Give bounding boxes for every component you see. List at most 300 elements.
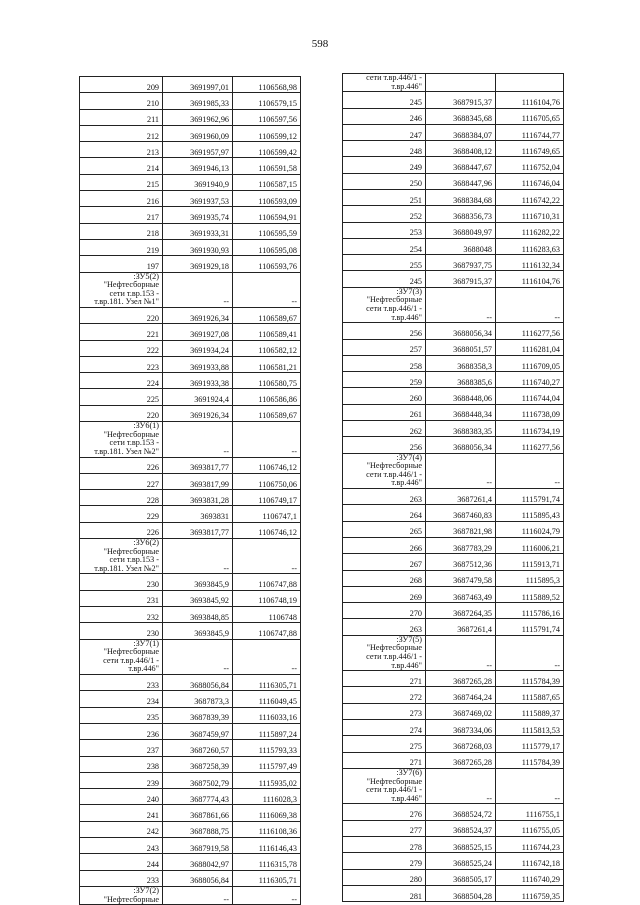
table-row [80, 740, 301, 756]
point-number-cell: 216 [80, 191, 163, 207]
x-coordinate-cell: 3687915,37 [426, 92, 496, 108]
point-number-cell: 278 [343, 836, 426, 852]
point-number-cell: 233 [80, 675, 163, 691]
x-coordinate-cell: 3691940,9 [163, 174, 233, 190]
table-row [80, 174, 301, 190]
section-label-cell: :ЗУ7(5) "Нефтесборные сети т.вр.446/1 - т.вр.446" [343, 635, 426, 670]
x-coordinate-cell: 3691960,09 [163, 125, 233, 141]
table-row [343, 238, 564, 254]
y-coordinate-cell: 1116146,43 [233, 838, 301, 854]
x-coordinate-cell: 3693817,99 [163, 473, 233, 489]
point-number-cell: 269 [343, 586, 426, 602]
table-row [80, 506, 301, 522]
point-number-cell: 215 [80, 174, 163, 190]
x-coordinate-cell: 3691929,18 [163, 256, 233, 272]
y-coordinate-cell: 1106591,58 [233, 158, 301, 174]
point-number-cell: 218 [80, 223, 163, 239]
y-coordinate-cell: -- [496, 635, 564, 670]
table-row [80, 805, 301, 821]
table-row [80, 207, 301, 223]
y-coordinate-cell: 1116305,71 [233, 870, 301, 886]
x-coordinate-cell: 3688524,72 [426, 804, 496, 820]
x-coordinate-cell: 3687260,57 [163, 740, 233, 756]
page-number: 598 [311, 38, 329, 50]
table-row [80, 457, 301, 473]
point-number-cell: 245 [343, 92, 426, 108]
x-coordinate-cell: -- [163, 539, 233, 574]
x-coordinate-cell: 3688056,34 [426, 323, 496, 339]
table-row [343, 339, 564, 355]
x-coordinate-cell: 3688345,68 [426, 108, 496, 124]
x-coordinate-cell: 3687464,24 [426, 687, 496, 703]
point-number-cell: 217 [80, 207, 163, 223]
y-coordinate-cell: 1115791,74 [496, 619, 564, 635]
table-row [343, 141, 564, 157]
y-coordinate-cell: 1106589,67 [233, 308, 301, 324]
y-coordinate-cell: 1116752,04 [496, 157, 564, 173]
table-row [343, 752, 564, 768]
y-coordinate-cell: 1106587,15 [233, 174, 301, 190]
point-number-cell: 274 [343, 720, 426, 736]
y-coordinate-cell: 1116744,23 [496, 836, 564, 852]
x-coordinate-cell: 3688056,84 [163, 675, 233, 691]
table-row [343, 124, 564, 140]
y-coordinate-cell: 1106593,09 [233, 191, 301, 207]
x-coordinate-cell: 3687261,4 [426, 619, 496, 635]
x-coordinate-cell [426, 74, 496, 92]
section-label-cell: :ЗУ7(2) "Нефтесборные [80, 886, 163, 904]
table-row [343, 173, 564, 189]
y-coordinate-cell: 1116740,29 [496, 869, 564, 885]
y-coordinate-cell: 1116738,09 [496, 404, 564, 420]
table-section-row [80, 639, 301, 674]
point-number-cell: 210 [80, 93, 163, 109]
x-coordinate-cell: 3687258,39 [163, 756, 233, 772]
point-number-cell: 244 [80, 854, 163, 870]
y-coordinate-cell: 1106747,88 [233, 623, 301, 639]
point-number-cell: 249 [343, 157, 426, 173]
y-coordinate-cell: 1115791,74 [496, 489, 564, 505]
y-coordinate-cell: 1106597,56 [233, 109, 301, 125]
section-label-cell: :ЗУ7(6) "Нефтесборные сети т.вр.446/1 - т.вр.446" [343, 768, 426, 803]
y-coordinate-cell: 1115895,3 [496, 570, 564, 586]
y-coordinate-cell: -- [233, 539, 301, 574]
table-row [80, 239, 301, 255]
table-row [343, 222, 564, 238]
table-row [80, 125, 301, 141]
table-row [80, 623, 301, 639]
y-coordinate-cell: 1116744,77 [496, 124, 564, 140]
table-row [80, 473, 301, 489]
y-coordinate-cell: 1106599,12 [233, 125, 301, 141]
table-row [343, 671, 564, 687]
point-number-cell: 254 [343, 238, 426, 254]
table-section-row [80, 272, 301, 307]
table-row [80, 789, 301, 805]
x-coordinate-cell: 3691927,08 [163, 324, 233, 340]
x-coordinate-cell: 3687463,49 [426, 586, 496, 602]
y-coordinate-cell: 1116281,04 [496, 339, 564, 355]
table-row [80, 723, 301, 739]
table-row [80, 93, 301, 109]
point-number-cell: 271 [343, 752, 426, 768]
x-coordinate-cell: 3687915,37 [426, 271, 496, 287]
table-row [80, 756, 301, 772]
table-row [80, 772, 301, 788]
x-coordinate-cell: 3688525,24 [426, 853, 496, 869]
y-coordinate-cell: 1106746,12 [233, 522, 301, 538]
y-coordinate-cell: 1116746,04 [496, 173, 564, 189]
x-coordinate-cell: 3691985,33 [163, 93, 233, 109]
x-coordinate-cell: 3687783,29 [426, 537, 496, 553]
y-coordinate-cell: 1106593,76 [233, 256, 301, 272]
x-coordinate-cell: 3687873,3 [163, 691, 233, 707]
x-coordinate-cell: 3687861,66 [163, 805, 233, 821]
y-coordinate-cell: 1116049,45 [233, 691, 301, 707]
y-coordinate-cell: 1106582,12 [233, 340, 301, 356]
table-row [80, 707, 301, 723]
x-coordinate-cell: 3688042,97 [163, 854, 233, 870]
x-coordinate-cell: 3688448,06 [426, 388, 496, 404]
table-section-row [343, 287, 564, 322]
table-row [343, 355, 564, 371]
x-coordinate-cell: 3688048 [426, 238, 496, 254]
table-row [343, 190, 564, 206]
y-coordinate-cell: 1116749,65 [496, 141, 564, 157]
point-number-cell: 263 [343, 489, 426, 505]
table-row [80, 223, 301, 239]
table-row [80, 158, 301, 174]
y-coordinate-cell: 1116277,56 [496, 323, 564, 339]
point-number-cell: 248 [343, 141, 426, 157]
point-number-cell: 276 [343, 804, 426, 820]
table-row [80, 607, 301, 623]
x-coordinate-cell: 3691933,38 [163, 373, 233, 389]
table-section-row [343, 635, 564, 670]
x-coordinate-cell: 3688056,34 [426, 437, 496, 453]
point-number-cell: 279 [343, 853, 426, 869]
x-coordinate-cell: 3691962,96 [163, 109, 233, 125]
x-coordinate-cell: 3691997,01 [163, 77, 233, 93]
point-number-cell: 252 [343, 206, 426, 222]
y-coordinate-cell: 1106568,98 [233, 77, 301, 93]
x-coordinate-cell: -- [163, 886, 233, 904]
point-number-cell: 233 [80, 870, 163, 886]
table-row [80, 324, 301, 340]
point-number-cell: 271 [343, 671, 426, 687]
x-coordinate-cell: -- [426, 635, 496, 670]
point-number-cell: 228 [80, 490, 163, 506]
table-row [343, 404, 564, 420]
y-coordinate-cell: 1106748 [233, 607, 301, 623]
x-coordinate-cell: 3688356,73 [426, 206, 496, 222]
x-coordinate-cell: -- [426, 287, 496, 322]
y-coordinate-cell: 1106589,41 [233, 324, 301, 340]
table-row [80, 870, 301, 886]
table-row [80, 590, 301, 606]
section-label-cell: :ЗУ7(1) "Нефтесборные сети т.вр.446/1 - т.вр.446" [80, 639, 163, 674]
x-coordinate-cell: 3693817,77 [163, 457, 233, 473]
section-label-cell: :ЗУ6(2) "Нефтесборные сети т.вр.153 - т.вр.181. Узел №2" [80, 539, 163, 574]
table-row [80, 675, 301, 691]
y-coordinate-cell: 1115935,02 [233, 772, 301, 788]
x-coordinate-cell: 3688447,96 [426, 173, 496, 189]
table-row [343, 836, 564, 852]
y-coordinate-cell: 1115887,65 [496, 687, 564, 703]
table-row [80, 522, 301, 538]
x-coordinate-cell: 3687821,98 [426, 521, 496, 537]
table-row [343, 586, 564, 602]
table-row [80, 574, 301, 590]
y-coordinate-cell: 1106595,08 [233, 239, 301, 255]
table-row [343, 554, 564, 570]
point-number-cell: 220 [80, 308, 163, 324]
x-coordinate-cell: 3688384,68 [426, 190, 496, 206]
table-section-row [343, 768, 564, 803]
x-coordinate-cell: 3688051,57 [426, 339, 496, 355]
y-coordinate-cell: 1115779,17 [496, 736, 564, 752]
x-coordinate-cell: 3688447,67 [426, 157, 496, 173]
table-row [343, 421, 564, 437]
y-coordinate-cell: 1106750,06 [233, 473, 301, 489]
x-coordinate-cell: 3687265,28 [426, 671, 496, 687]
y-coordinate-cell: 1106747,88 [233, 574, 301, 590]
table-row [343, 157, 564, 173]
y-coordinate-cell: 1116755,1 [496, 804, 564, 820]
x-coordinate-cell: 3693845,92 [163, 590, 233, 606]
y-coordinate-cell: 1116759,35 [496, 885, 564, 901]
table-section-row [343, 453, 564, 488]
y-coordinate-cell: -- [496, 453, 564, 488]
y-coordinate-cell: 1106581,21 [233, 356, 301, 372]
x-coordinate-cell: 3687261,4 [426, 489, 496, 505]
x-coordinate-cell: 3688385,6 [426, 372, 496, 388]
x-coordinate-cell: 3687459,97 [163, 723, 233, 739]
x-coordinate-cell: 3691926,34 [163, 308, 233, 324]
y-coordinate-cell: -- [233, 272, 301, 307]
x-coordinate-cell: 3691946,13 [163, 158, 233, 174]
table-row [80, 191, 301, 207]
point-number-cell: 251 [343, 190, 426, 206]
point-number-cell: 225 [80, 389, 163, 405]
y-coordinate-cell: 1116108,36 [233, 821, 301, 837]
point-number-cell: 226 [80, 457, 163, 473]
y-coordinate-cell: -- [496, 287, 564, 322]
point-number-cell: 223 [80, 356, 163, 372]
table-row [80, 405, 301, 421]
point-number-cell: 243 [80, 838, 163, 854]
table-row [343, 804, 564, 820]
y-coordinate-cell: 1115786,16 [496, 603, 564, 619]
x-coordinate-cell: 3691924,4 [163, 389, 233, 405]
point-number-cell: 219 [80, 239, 163, 255]
section-label-cell: :ЗУ5(2) "Нефтесборные сети т.вр.153 - т.вр.181. Узел №1" [80, 272, 163, 307]
y-coordinate-cell: -- [496, 768, 564, 803]
table-row [343, 853, 564, 869]
x-coordinate-cell: 3687502,79 [163, 772, 233, 788]
y-coordinate-cell: 1115913,71 [496, 554, 564, 570]
section-label-cell: сети т.вр.446/1 - т.вр.446" [343, 74, 426, 92]
table-row [343, 271, 564, 287]
point-number-cell: 250 [343, 173, 426, 189]
y-coordinate-cell: 1116069,38 [233, 805, 301, 821]
y-coordinate-cell: 1116742,22 [496, 190, 564, 206]
x-coordinate-cell: 3691937,53 [163, 191, 233, 207]
y-coordinate-cell: 1116006,21 [496, 537, 564, 553]
table-row [343, 323, 564, 339]
x-coordinate-cell: 3693831,28 [163, 490, 233, 506]
y-coordinate-cell: 1116755,05 [496, 820, 564, 836]
y-coordinate-cell: 1116028,3 [233, 789, 301, 805]
x-coordinate-cell: 3688056,84 [163, 870, 233, 886]
y-coordinate-cell: 1106749,17 [233, 490, 301, 506]
point-number-cell: 257 [343, 339, 426, 355]
table-row [80, 256, 301, 272]
table-row [343, 372, 564, 388]
point-number-cell: 246 [343, 108, 426, 124]
point-number-cell: 263 [343, 619, 426, 635]
y-coordinate-cell: 1115784,39 [496, 671, 564, 687]
table-row [343, 489, 564, 505]
point-number-cell: 239 [80, 772, 163, 788]
table-section-row [343, 74, 564, 92]
point-number-cell: 260 [343, 388, 426, 404]
x-coordinate-cell: 3688383,35 [426, 421, 496, 437]
x-coordinate-cell: 3691933,31 [163, 223, 233, 239]
point-number-cell: 268 [343, 570, 426, 586]
x-coordinate-cell: 3687774,43 [163, 789, 233, 805]
y-coordinate-cell: 1106748,19 [233, 590, 301, 606]
table-row [80, 142, 301, 158]
table-row [343, 869, 564, 885]
table-row [80, 389, 301, 405]
x-coordinate-cell: 3688504,28 [426, 885, 496, 901]
point-number-cell: 264 [343, 505, 426, 521]
y-coordinate-cell: 1106599,42 [233, 142, 301, 158]
y-coordinate-cell: 1116033,16 [233, 707, 301, 723]
table-row [80, 373, 301, 389]
table-row [80, 340, 301, 356]
y-coordinate-cell: 1116024,79 [496, 521, 564, 537]
y-coordinate-cell: -- [233, 886, 301, 904]
point-number-cell: 240 [80, 789, 163, 805]
x-coordinate-cell: 3691934,24 [163, 340, 233, 356]
x-coordinate-cell: 3693848,85 [163, 607, 233, 623]
y-coordinate-cell: 1115895,43 [496, 505, 564, 521]
y-coordinate-cell [496, 74, 564, 92]
y-coordinate-cell: 1106746,12 [233, 457, 301, 473]
x-coordinate-cell: 3691933,88 [163, 356, 233, 372]
table-row [343, 108, 564, 124]
x-coordinate-cell: 3688525,15 [426, 836, 496, 852]
x-coordinate-cell: 3687512,36 [426, 554, 496, 570]
x-coordinate-cell: 3688524,37 [426, 820, 496, 836]
y-coordinate-cell: 1116710,31 [496, 206, 564, 222]
y-coordinate-cell: 1116305,71 [233, 675, 301, 691]
y-coordinate-cell: 1115889,37 [496, 703, 564, 719]
point-number-cell: 222 [80, 340, 163, 356]
y-coordinate-cell: 1115889,52 [496, 586, 564, 602]
point-number-cell: 213 [80, 142, 163, 158]
table-row [80, 854, 301, 870]
point-number-cell: 266 [343, 537, 426, 553]
point-number-cell: 242 [80, 821, 163, 837]
point-number-cell: 265 [343, 521, 426, 537]
y-coordinate-cell: 1116709,05 [496, 355, 564, 371]
y-coordinate-cell: 1116282,22 [496, 222, 564, 238]
point-number-cell: 235 [80, 707, 163, 723]
table-row [80, 490, 301, 506]
x-coordinate-cell: 3688505,17 [426, 869, 496, 885]
point-number-cell: 241 [80, 805, 163, 821]
y-coordinate-cell: 1106586,86 [233, 389, 301, 405]
point-number-cell: 253 [343, 222, 426, 238]
table-row [80, 821, 301, 837]
point-number-cell: 230 [80, 623, 163, 639]
point-number-cell: 224 [80, 373, 163, 389]
table-row [343, 736, 564, 752]
y-coordinate-cell: 1116104,76 [496, 271, 564, 287]
x-coordinate-cell: -- [163, 272, 233, 307]
y-coordinate-cell: 1116104,76 [496, 92, 564, 108]
point-number-cell: 220 [80, 405, 163, 421]
table-row [343, 820, 564, 836]
table-row [80, 109, 301, 125]
coordinates-table-right [342, 73, 564, 902]
point-number-cell: 262 [343, 421, 426, 437]
x-coordinate-cell: 3688384,07 [426, 124, 496, 140]
x-coordinate-cell: 3688049,97 [426, 222, 496, 238]
x-coordinate-cell: -- [426, 453, 496, 488]
x-coordinate-cell: 3691926,34 [163, 405, 233, 421]
x-coordinate-cell: 3687264,35 [426, 603, 496, 619]
y-coordinate-cell: 1116132,34 [496, 255, 564, 271]
x-coordinate-cell: -- [163, 639, 233, 674]
table-body-left [80, 77, 301, 905]
table-row [343, 537, 564, 553]
table-row [343, 885, 564, 901]
point-number-cell: 209 [80, 77, 163, 93]
y-coordinate-cell: 1106747,1 [233, 506, 301, 522]
x-coordinate-cell: 3691930,93 [163, 239, 233, 255]
section-label-cell: :ЗУ7(3) "Нефтесборные сети т.вр.446/1 - т.вр.446" [343, 287, 426, 322]
x-coordinate-cell: 3687469,02 [426, 703, 496, 719]
point-number-cell: 214 [80, 158, 163, 174]
table-row [343, 570, 564, 586]
x-coordinate-cell: -- [426, 768, 496, 803]
point-number-cell: 256 [343, 437, 426, 453]
y-coordinate-cell: 1106579,15 [233, 93, 301, 109]
point-number-cell: 272 [343, 687, 426, 703]
point-number-cell: 197 [80, 256, 163, 272]
coordinates-table-left [79, 76, 301, 905]
x-coordinate-cell: 3687268,03 [426, 736, 496, 752]
point-number-cell: 258 [343, 355, 426, 371]
table-row [343, 720, 564, 736]
x-coordinate-cell: 3688448,34 [426, 404, 496, 420]
table-row [80, 838, 301, 854]
table-row [80, 308, 301, 324]
table-row [343, 437, 564, 453]
x-coordinate-cell: 3687937,75 [426, 255, 496, 271]
y-coordinate-cell: 1116734,19 [496, 421, 564, 437]
table-row [343, 206, 564, 222]
y-coordinate-cell: 1106594,91 [233, 207, 301, 223]
x-coordinate-cell: 3693845,9 [163, 623, 233, 639]
x-coordinate-cell: 3687479,58 [426, 570, 496, 586]
y-coordinate-cell: 1106595,59 [233, 223, 301, 239]
table-row [343, 703, 564, 719]
